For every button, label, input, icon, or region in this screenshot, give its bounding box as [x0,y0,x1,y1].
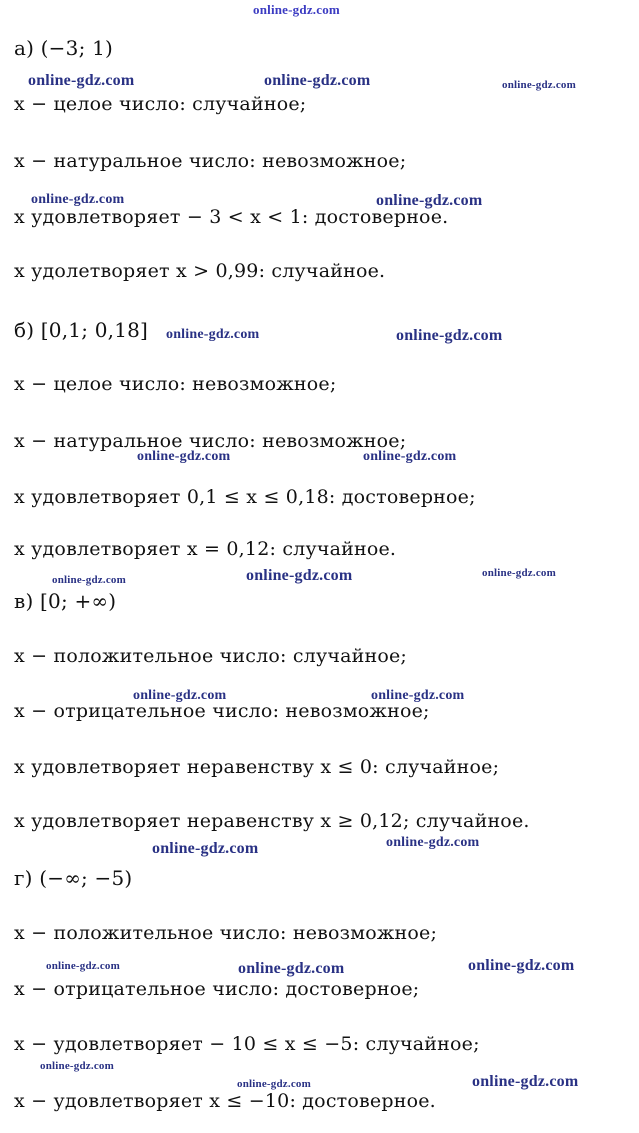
solution-line-b2: x − натуральное число: невозможное; [14,430,407,452]
watermark: online-gdz.com [52,574,126,586]
watermark: online-gdz.com [238,960,345,977]
watermark: online-gdz.com [396,327,503,344]
watermark: online-gdz.com [246,567,353,584]
solution-line-g4: x − удовлетворяет x ≤ −10: достоверное. [14,1090,436,1112]
solution-line-b_head: б) [0,1; 0,18] [14,318,149,342]
watermark: online-gdz.com [166,327,260,342]
watermark: online-gdz.com [31,192,125,207]
watermark: online-gdz.com [363,449,457,464]
solution-line-b3: x удовлетворяет 0,1 ≤ x ≤ 0,18: достоверное; [14,486,476,508]
solution-line-g2: x − отрицательное число: достоверное; [14,978,420,1000]
watermark: online-gdz.com [40,1060,114,1072]
solution-line-a3: x удовлетворяет − 3 < x < 1: достоверное. [14,206,449,228]
watermark: online-gdz.com [472,1073,579,1090]
watermark: online-gdz.com [28,72,135,89]
solution-line-a2: x − натуральное число: невозможное; [14,150,407,172]
watermark: online-gdz.com [46,960,120,972]
solution-line-b1: x − целое число: невозможное; [14,373,337,395]
solution-line-a4: x удолетворяет x > 0,99: случайное. [14,260,386,282]
solution-line-a1: x − целое число: случайное; [14,93,307,115]
watermark: online-gdz.com [376,192,483,209]
watermark: online-gdz.com [152,840,259,857]
solution-line-g_head: г) (−∞; −5) [14,866,133,890]
watermark: online-gdz.com [237,1078,311,1090]
watermark: online-gdz.com [468,957,575,974]
solution-line-v1: x − положительное число: случайное; [14,645,408,667]
watermark: online-gdz.com [264,72,371,89]
watermark: online-gdz.com [133,688,227,703]
watermark: online-gdz.com [371,688,465,703]
watermark: online-gdz.com [482,567,556,579]
solution-line-v_head: в) [0; +∞) [14,589,117,613]
solution-line-v4: x удовлетворяет неравенству x ≥ 0,12; случайное. [14,810,530,832]
solution-line-g1: x − положительное число: невозможное; [14,922,438,944]
solution-line-a_head: а) (−3; 1) [14,36,113,60]
solution-line-b4: x удовлетворяет x = 0,12: случайное. [14,538,397,560]
watermark: online-gdz.com [253,2,340,17]
solution-line-g3: x − удовлетворяет − 10 ≤ x ≤ −5: случайное; [14,1033,480,1055]
watermark: online-gdz.com [137,449,231,464]
watermark: online-gdz.com [502,79,576,91]
solution-line-v3: x удовлетворяет неравенству x ≤ 0: случайное; [14,756,500,778]
watermark: online-gdz.com [386,835,480,850]
solution-line-v2: x − отрицательное число: невозможное; [14,700,430,722]
